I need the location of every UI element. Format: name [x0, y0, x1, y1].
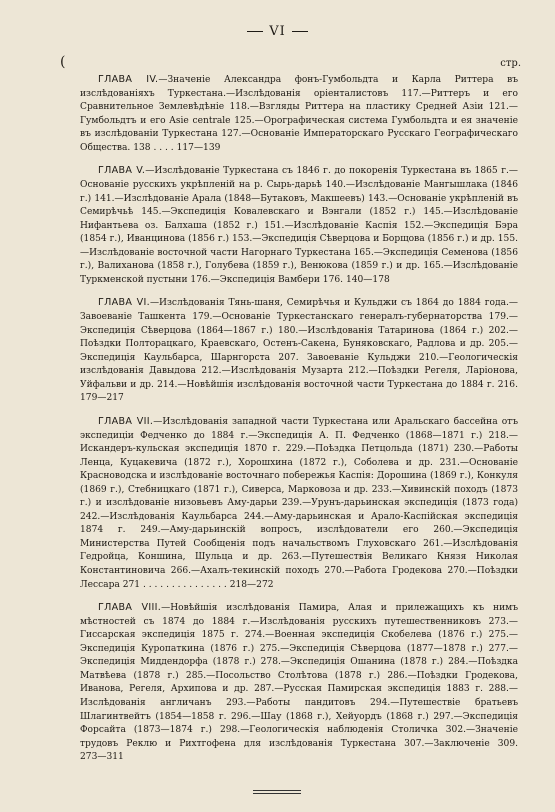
- page-number-text: VI: [269, 24, 286, 39]
- chapter-page-range: 140—178: [345, 274, 390, 285]
- chapter-description: —Изслѣдованiе Туркестана съ 1846 г. до покоренiя Туркестана въ 1865 г.—Основанiе русскихъ укрѣпленiй на р. Сырь-дарьѣ 140.—Изслѣдованiе Мангышлака (1846 г.) 141.—Изслѣдованiе Арала (1848—Бутаковъ, Макшеевъ) 143.—Основанiе укрѣпленiй въ Семирѣчьѣ 145.—Экспедицiя Ковалевскаго и Вэнгали (1852 г.) 145.—Изслѣдованiе Нифантьева оз. Балхаша (1852 г.) 151.—Изслѣдованiе Каспiя 152.—Экспедицiя Бэра (1854 г.), Иванцинова (1856 г.) 153.—Экспедицiя Сѣверцова и Борщова (1856 г.) и др. 155.—Изслѣдованiе восточной части Нагорнаго Туркестана 165.—Экспедицiя Семенова (1856 г.), Валиханова (1858 г.), Голубева (1859 г.), Венюкова (1859 г.) и др. 165.—Изслѣдованiе Туркменской пустыни 176.—Экспедицiя Вамбери 176.: [80, 166, 518, 285]
- chapter-page-range: 179—217: [80, 393, 124, 404]
- chapter-description: —Значенiе Александра фонъ-Гумбольдта и Карла Риттера въ изслѣдованiяхъ Туркестана.—Изслѣдованiя орiенталистовъ 117.—Риттеръ и его Сравнительное Землевѣдѣнiе 118.—Взгляды Риттера на пластику Средней Азiи 121.—Гумбольдтъ и его Asie centrale 125.—Орографическая система Гумбольдта и ея значенiе въ изслѣдованiи Туркестана 127.—Основанiе Императорскаго Русскаго Географическаго Общества. 138 . . . .: [80, 75, 518, 153]
- chapter-entry-4: [80, 73, 518, 155]
- chapter-description: —Новѣйшiя изслѣдованiя Памира, Алая и прилежащихъ къ нимъ мѣстностей съ 1874 до 1884 г.—Изслѣдованiя русскихъ путешественниковъ 273.—Гиссарская экспедицiя 1875 г. 274.—Военная экспедицiя Скобелева (1876 г.) 275.—Экспедицiя Куропаткина (1876 г.) 275.—Экспедицiя Сѣверцова (1877—1878 г.) 277.—Экспедицiя Миддендорфа (1878 г.) 278.—Экспедицiя Ошанина (1878 г.) 284.—Поѣздка Матвѣева (1878 г.) 285.—Посольство Столѣтова (1878 г.) 286.—Поѣздки Гродекова, Иванова, Регеля, Архипова и др. 287.—Русская Памирская экспедицiя 1883 г. 288.—Изслѣдованiя англичанъ 293.—Работы пандитовъ 294.—Путешествiе братьевъ Шлагинтвейтъ (1854—1858 г. 296.—Шау (1868 г.), Хейуордъ (1868 г.) 297.—Экспедицiя Форсайта (1873—1874 г.) 298.—Геологическiя наблюденiя Столичка 302.—Значенiе трудовъ Реклю и Рихтгофена для изслѣдованiя Туркестана 307.—Заключенiе 309.: [80, 603, 518, 749]
- page-column-label: стр.: [500, 58, 521, 69]
- table-of-contents: [80, 64, 518, 772]
- chapter-heading: ГЛАВА V.: [98, 165, 146, 177]
- chapter-description: —Изслѣдованiя Тянь-шаня, Семирѣчья и Кульджи съ 1864 до 1884 года.—Завоеванiе Ташкента 179.—Основанiе Туркестанскаго генералъ-губернаторства 179.—Экспедицiя Сѣверцова (1864—1867 г.) 180.—Изслѣдованiя Татаринова (1864 г.) 202.—Поѣздки Полторацкаго, Краевскаго, Остенъ-Сакена, Буняковскаго, Радлова и др. 205.—Экспедицiя Каульбарса, Шарнгорста 207. Завоеванiе Кульджи 210.—Геологическiя изслѣдованiя Давыдова 212.—Изслѣдованiя Музарта 212.—Поѣздки Регеля, Ларiонова, Уйфальви и др. 214.—Новѣйшiя изслѣдованiя восточной части Туркестана до 1884 г. 216.: [80, 298, 518, 390]
- chapter-entry-5: [80, 164, 518, 287]
- closing-rule-lower: [253, 793, 301, 794]
- page-number-dash-left: [247, 31, 263, 32]
- chapter-heading: ГЛАВА VIII.: [98, 602, 162, 614]
- chapter-heading: ГЛАВА VI.: [98, 297, 150, 309]
- bracket-mark: (: [60, 54, 66, 70]
- page-number: [0, 24, 555, 39]
- chapter-entry-7: [80, 415, 518, 592]
- closing-rule: [253, 790, 301, 791]
- chapter-heading: ГЛАВА IV.: [98, 74, 159, 86]
- page-number-dash-right: [292, 31, 308, 32]
- chapter-description: —Изслѣдованiя западной части Туркестана или Аральскаго бассейна отъ экспедицiи Федченко до 1884 г.—Экспедицiя А. П. Федченко (1868—1871 г.) 218.—Искандеръ-кульская экспедицiя 1870 г. 229.—Поѣздка Петцольда (1871) 230.—Работы Ленца, Куцакевича (1872 г.), Хорошхина (1872 г.), Соболева и др. 231.—Основанiе Красноводска и изслѣдованiе восточнаго побережья Каспiя: Дорошина (1869 г.), Конкуля (1869 г.), Стебницкаго (1871 г.), Сиверса, Марковоза и др. 233.—Хивинскiй походъ (1873 г.) и изслѣдованiе низовьевъ Аму-дарьи 239.—Урунъ-дарьинская экспедицiя (1873 года) 242.—Изслѣдованiя Каульбарса 244.—Аму-дарьинская и Арало-Каспiйская экспедицiя 1874 г. 249.—Аму-дарьинскiй вопросъ, изслѣдователи его 260.—Экспедицiя Министерства Путей Сообщенiя подъ начальствомъ Глуховскаго 261.—Изслѣдованiя Гедройца, Коншина, Шульца и др. 263.—Путешествiя Великаго Князя Николая Константиновича 266.—Ахалъ-текинскiй походъ 270.—Работа Гродекова 270.—Поѣздки Лессара 271 . . . . . . . . . . . . . . .: [80, 416, 518, 590]
- chapter-page-range: 117—139: [176, 142, 221, 153]
- chapter-entry-8: [80, 601, 518, 765]
- chapter-page-range: 218—272: [229, 579, 274, 590]
- chapter-page-range: 273—311: [80, 752, 124, 763]
- chapter-heading: ГЛАВА VII.: [98, 415, 154, 427]
- chapter-entry-6: [80, 296, 518, 405]
